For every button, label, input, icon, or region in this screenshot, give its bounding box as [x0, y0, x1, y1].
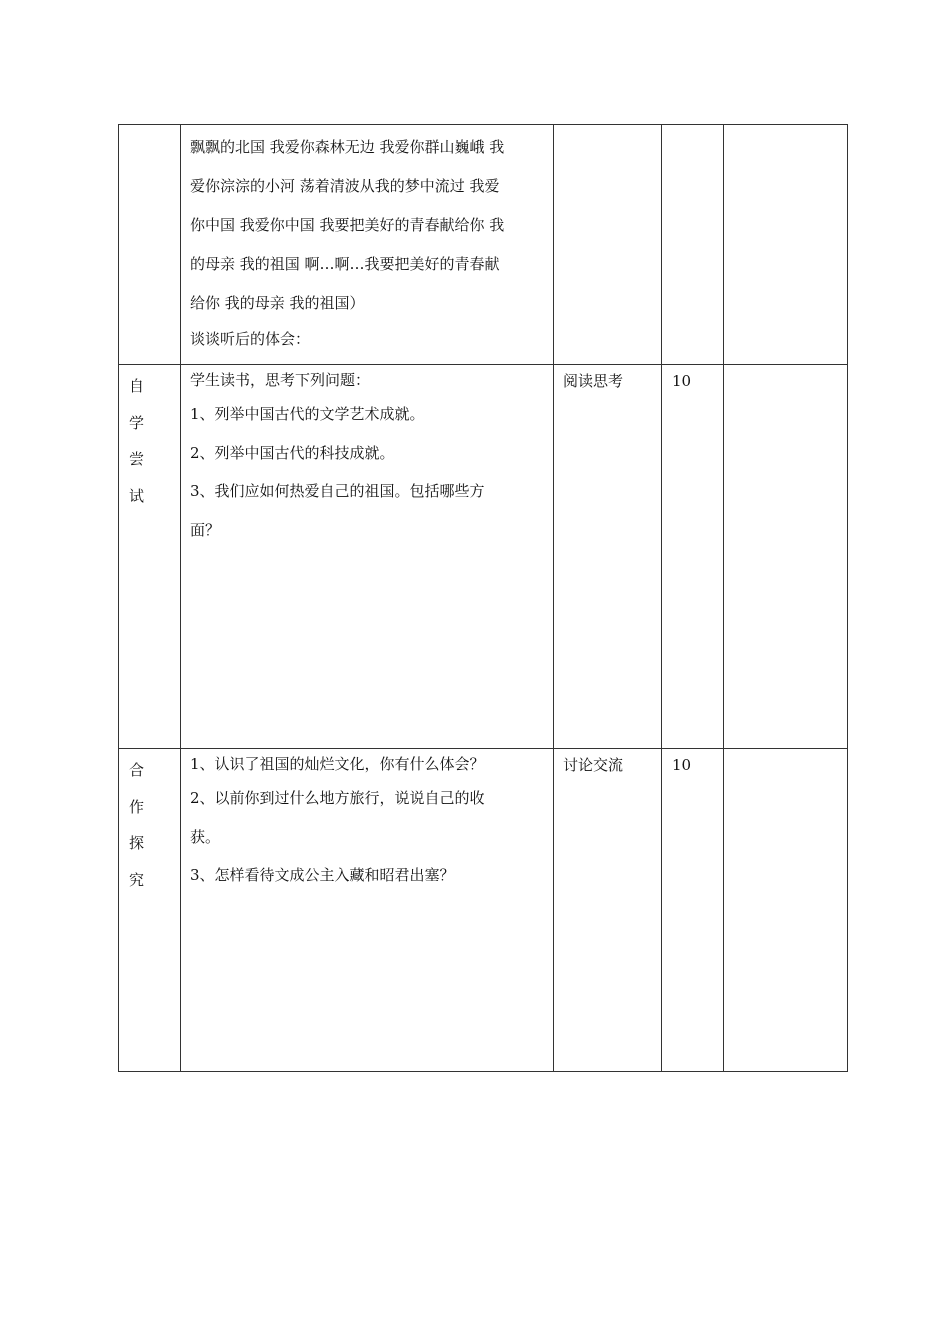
minutes-cell: [662, 365, 724, 749]
content-line: 1、认识了祖国的灿烂文化，你有什么体会？: [190, 755, 485, 773]
method-text: 阅读思考: [563, 372, 624, 390]
stage-char: 作: [129, 797, 145, 816]
content-line: 爱你淙淙的小河 荡着清波从我的梦中流过 我爱: [190, 177, 500, 195]
content-line: 面？: [190, 520, 221, 539]
content-cell: [181, 125, 554, 365]
stage-char: 探: [129, 834, 145, 852]
minutes-cell: [662, 749, 724, 1072]
content-line: 的母亲 我的祖国 啊…啊…我要把美好的青春献: [190, 255, 500, 273]
content-line: 飘飘的北国 我爱你森林无边 我爱你群山巍峨 我: [190, 138, 505, 156]
method-cell: [554, 365, 662, 749]
notes-cell: [724, 365, 848, 749]
content-line: 谈谈听后的体会：: [190, 330, 311, 348]
stage-char: 尝: [129, 450, 145, 468]
notes-cell: [724, 749, 848, 1072]
stage-cell: [119, 749, 181, 1072]
minutes-text: 10: [672, 372, 692, 390]
stage-char: 学: [129, 413, 145, 432]
stage-char: 究: [129, 870, 145, 889]
content-line: 2、列举中国古代的科技成就。: [190, 443, 395, 462]
table-row: [119, 125, 848, 365]
content-line: 给你 我的母亲 我的祖国）: [190, 294, 365, 312]
stage-char: 合: [129, 761, 145, 779]
content-cell: [181, 749, 554, 1072]
content-line: 你中国 我爱你中国 我要把美好的青春献给你 我: [190, 216, 505, 234]
stage-char: 自: [129, 377, 145, 395]
content-cell: [181, 365, 554, 749]
stage-cell: [119, 365, 181, 749]
content-line: 1、列举中国古代的文学艺术成就。: [190, 405, 425, 423]
method-cell: [554, 125, 662, 365]
content-line: 获。: [190, 827, 221, 846]
minutes-text: 10: [672, 756, 692, 774]
minutes-cell: [662, 125, 724, 365]
lesson-plan-table: [118, 124, 848, 1072]
content-line: 2、以前你到过什么地方旅行，说说自己的收: [190, 789, 485, 807]
content-line: 3、我们应如何热爱自己的祖国。包括哪些方: [190, 482, 485, 500]
table-row: [119, 749, 848, 1072]
stage-cell: [119, 125, 181, 365]
table-row: [119, 365, 848, 749]
method-text: 讨论交流: [563, 756, 624, 774]
notes-cell: [724, 125, 848, 365]
stage-char: 试: [129, 486, 145, 505]
content-line: 3、怎样看待文成公主入藏和昭君出塞？: [190, 866, 455, 884]
method-cell: [554, 749, 662, 1072]
content-line: 学生读书，思考下列问题：: [190, 371, 371, 389]
